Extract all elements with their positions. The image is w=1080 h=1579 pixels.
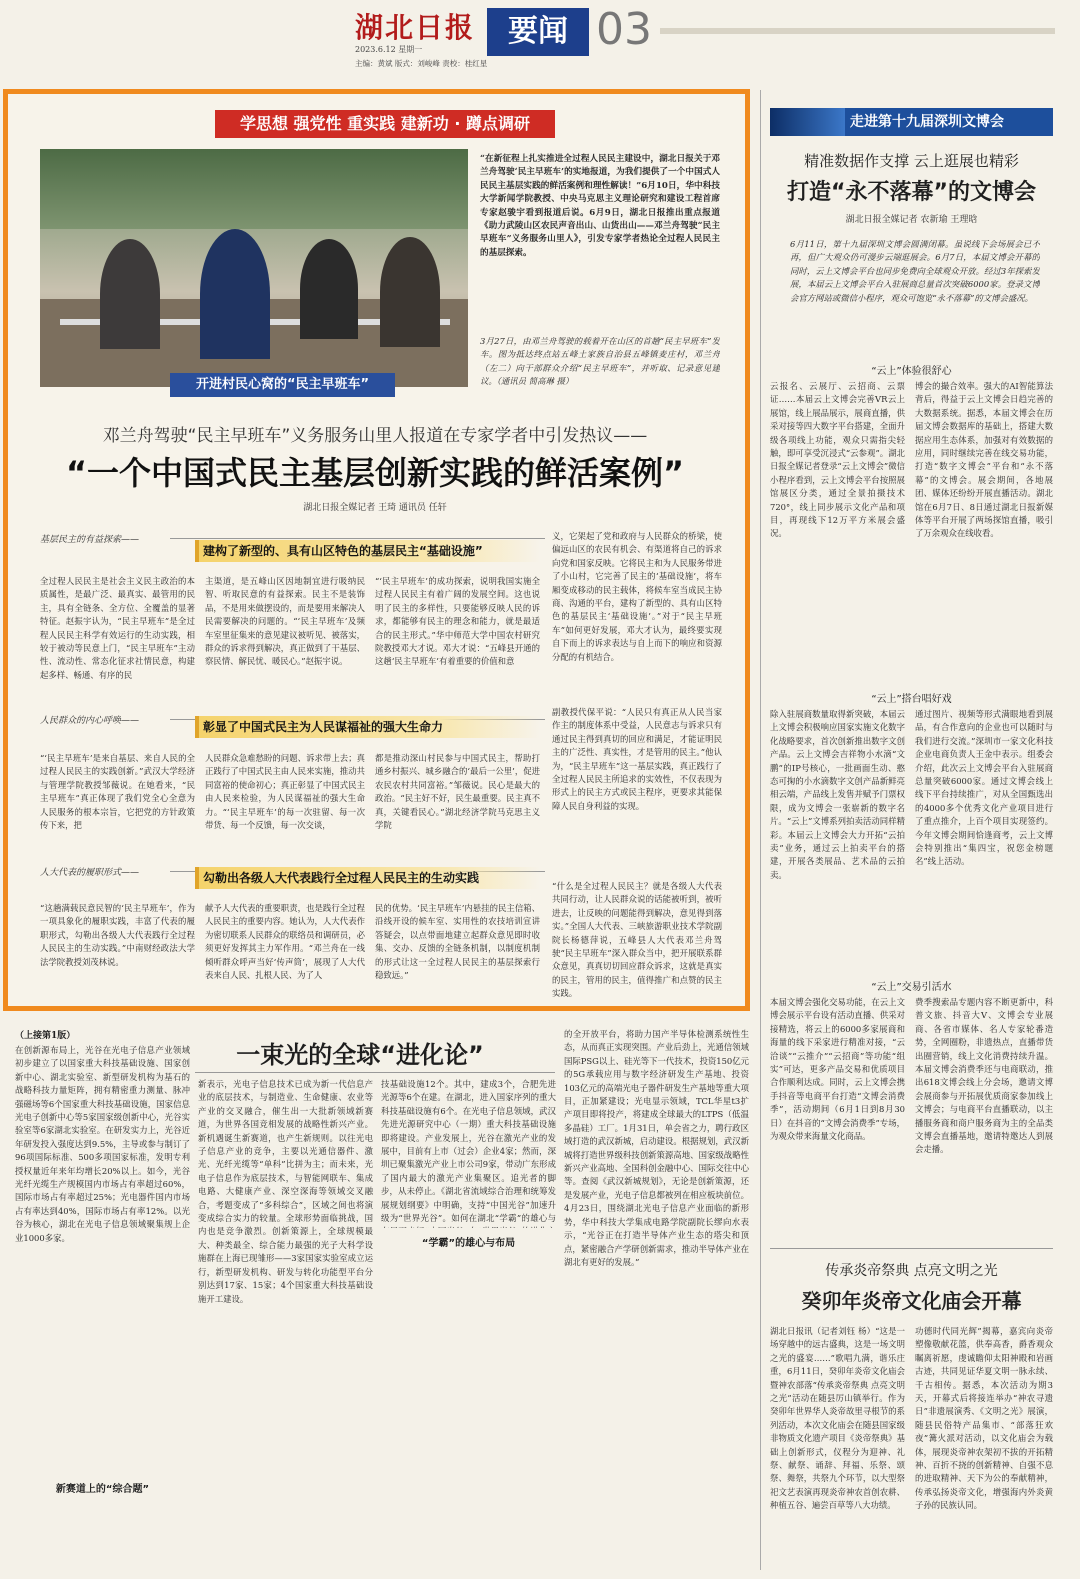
editor-credits: 主编：黄斌 版式：刘峻峰 责校：桂红星 bbox=[355, 59, 488, 68]
temple-subtitle: 传承炎帝祭典 点亮文明之光 bbox=[825, 1263, 998, 1279]
feature-title: “一个中国式民主基层创新实践的鲜活案例” bbox=[65, 454, 685, 492]
page-number: 03 bbox=[596, 4, 652, 55]
feature-text: 献予人大代表的重要职责，也是践行全过程人民民主的重要内容。她认为，人大代表作为密切联系人民群众的联络员和调研员，必须更好发挥其主力军作用。“邓兰舟在一线倾听群众呼声当好‘传声筒’，展现了人大代表来自人民、扎根人民、为了人 bbox=[205, 903, 365, 981]
intro-text: “在新征程上扎实推进全过程人民民主建设中，湖北日报关于邓兰舟驾驶‘民主早班车’的实地报道，为我们提供了一个中国式人民民主基层实践的鲜活案例和理性解读！”6月10日，华中科技大学新闻学院教授、中央马克思主义理论研究和建设工程首席专家赵骏宇看到报道后说。6月9日，湖北日报推出重点报道《助力武陵山区农民声音出山、山货出山——邓兰舟驾驶“民主早班车”义务服务山里人》，引发专家学者热论全过程人民民主的基层探索。 bbox=[480, 154, 720, 258]
feature-text: “‘民主早班车’是来自基层、来自人民的全过程人民民主的实践创新。”武汉大学经济与管理学院教授邹薇说。在她看来，“民主早班车”真正体现了我们党全心全意为人民服务的根本宗旨，它把党的方针政策传下来，把 bbox=[40, 753, 195, 831]
expo-text: 费季搜索品专题内容不断更新中，科普文旅、抖音大V、文博会专业展商、各省市媒体、名人专家轮番造势，全网圈粉，非遗热点，直播带货出圈营销，线上文化消费持续升温。本届文博会消费季还与电商联动，推出618文博会线上分会场，邀请文博会展商参与开拓展优质商家参加线上文博会；与电商平台直播联动，以主播服务商和商户服务商为主的全品类文博会直播基地，邀请特邀达人到展会走播。 bbox=[915, 997, 1053, 1155]
issue-date: 2023.6.12 星期一 bbox=[355, 45, 423, 54]
expo-banner bbox=[770, 108, 1053, 136]
feature-text: 民的优势。‘民主早班车’内悬挂的民主信箱、沿线开设的候车室、实用性的农技培训宣讲答疑会，以点带面地建立起群众意见即时收集、交办、反馈的全链条机制，以制度机制的形式让这一全过程人民民主的基层探索行稳致远。” bbox=[375, 903, 540, 981]
column-divider bbox=[760, 90, 761, 1570]
photo-note: 3月27日，由邓兰舟驾驶的载着开在山区的首趟“民主早班车”发车。图为抵达终点站五峰土家族自治县五峰镇麦庄村，邓兰舟（左二）向干部群众介绍“民主早班车”，并听取、记录意见建议。（通讯员 简高琳 摄） bbox=[480, 336, 720, 387]
feature-subtitle: 邓兰舟驾驶“民主早班车”义务服务山里人报道在专家学者中引发热议—— bbox=[102, 426, 648, 446]
feature-text: 义，它架起了党和政府与人民群众的桥梁，使偏远山区的农民有机会、有渠道将自己的诉求向党和国家反映。它将民主和为人民服务带进了小山村，它完善了民主的‘基础设施’，将车厢变成移动的民主载体，将候车室当成民主协商、沟通的平台，建构了新型的、具有山区特色的基层民主‘基础设施’。”对于“民主早班车”如何更好发展，邓大才认为，最终要实现自下而上的诉求表达与自上而下的响应和资源分配的有机结合。 bbox=[552, 531, 722, 662]
temple-text: 湖北日报讯（记者刘钰 杨）“这是一场穿越中的远古盛典，这是一场文明之光的盛宴……”歌唱九满，谐乐庄重，6月11日，癸卯年炎帝文化庙会暨神农部落“传承炎帝祭典 点亮文明之光”活动在随县厉山镇举行。作为癸卯年世界华人炎帝故里寻根节的系列活动，本次文化庙会在随县国家级非物质文化遗产项目《炎帝祭典》基础上创新形式，仪程分为迎神、礼祭、献祭、诵辞、拜福、乐祭、颂祭、舞祭，共祭九个环节，以大型祭祀文艺表演再现炎帝神农首创农耕、种植五谷、遍尝百草等八大功绩。 bbox=[770, 1326, 905, 1511]
section-head-3: 勾勒出各级人大代表践行全过程人民民主的生动实践 bbox=[195, 867, 540, 889]
bottom-title: 一束光的全球“进化论” bbox=[236, 1041, 484, 1069]
expo-section-2: “云上”搭台唱好戏 bbox=[871, 694, 952, 705]
expo-subtitle: 精准数据作支撑 云上逛展也精彩 bbox=[804, 152, 1019, 170]
section-rule bbox=[770, 1248, 1053, 1249]
section-label-2: 人民群众的内心呼唤—— bbox=[40, 716, 140, 726]
bottom-text: 在创新源布局上，光谷在光电子信息产业领域初步建立了以国家重大科技基础设施、国家创新中心、湖北实验室、新型研发机构为基石的战略科技力量矩阵，拥有精密重力测量、脉冲强磁场等6个国家重大科技基础设施，国家信息光电子创新中心等5家国家级创新中心，光谷实验室等6家湖北实验室。在研发实力上，光谷近年研发投入强度达到9.5%，主导或参与制订了96项国际标准、500多项国家标准，发明专利授权量近年来年均增长20%以上。如今，光谷光纤光缆生产规模国内市场占有率超过60%，国际市场占有率超过25%；光电器件国内市场占有率达到40%，国际市场占有率12%。以光谷为核心，湖北在光电子信息领域聚集规上企业1000多家。 bbox=[15, 1045, 190, 1243]
feature-text: 人民群众急难愁盼的问题、诉求带上去；真正践行了中国式民主由人民来实施，推动共同富裕的使命初心；真正彰显了中国式民主由人民来检验，为人民谋福祉的强大生命力。“‘民主早班车’的每一次驻留、每一次带货、每一个反馈，每一次交谈， bbox=[205, 753, 365, 831]
bottom-section-1: 新赛道上的“综合题” bbox=[55, 1484, 150, 1495]
feature-text: 副教授代保平说：“人民只有真正从人民当家作主的制度体系中受益，人民意志与诉求只有通过民主得到真切的回应和满足，才能证明民主的广泛性、真实性，才是管用的民主。”他认为，“民主早班车”这一基层实践，真正践行了全过程人民民主所追求的实效性，不仅表现为形式上的民主方式或民主程序，更要求其能保障人民自身利益的实现。 bbox=[552, 707, 722, 811]
photo-caption: 开进村民心窝的“民主早班车” bbox=[170, 373, 395, 397]
feature-text: 都是推动深山村民参与中国式民主，帮助打通乡村振兴、城乡融合的‘最后一公里’，促进农民农村共同富裕。”邹薇说。民心是最大的政治。“民主好不好，民生最重要。民主真不真，关键看民心。”湖北经济学院马克思主义学院 bbox=[375, 753, 540, 831]
feature-photo bbox=[40, 149, 468, 387]
section-label: 要闻 bbox=[487, 8, 589, 56]
bottom-text: 新表示，光电子信息技术已成为新一代信息产业的底层技术，与制造业、生命健康、农业等产业的交叉融合，催生出一大批新领域新赛道，为世界各国竞相发展的战略性新兴产业。新机遇诞生新赛道，也产生新规则。以往光电子信息产业的竞争，主要以光通信器件、激光、光纤光缆等“单科”比拼为主；而未来，光电子信息作为底层技术，与智能网联车、集成电路、大健康产业、深空深海等领域交叉融合，考题变成了“多科综合”，区域之间也将演变成综合实力的较量。全球形势面临挑战，国内也是竞争激烈。创新策源上，全球规模最大、种类最全、综合能力最强的光子大科学设施群在上海已现雏形——3家国家实验室成立运行，新型研发机构、研发与转化功能型平台分别达到17家、15家；4个国家重大科技基础设施开工建设。 bbox=[198, 1079, 373, 1304]
feature-byline: 湖北日报全媒记者 王琦 通讯员 任轩 bbox=[303, 503, 447, 513]
title-rule bbox=[195, 1072, 555, 1073]
continued-label: （上接第1版） bbox=[15, 1031, 76, 1041]
feature-text: “‘民主早班车’的成功探索，说明我国实施全过程人民民主有着广阔的发展空间。这也说明了民主的多样性，只要能够反映人民的诉求，都能够有民主的理念和能力，就是最适合的民主形式。”华中师范大学中国农村研究院教授邓大才说。邓大才说：“五峰县开通的这趟‘民主早班车’有着重要的价值和意 bbox=[375, 576, 540, 667]
temple-text: 功德时代同光辉”揭幕，嘉宾向炎帝塑像敬献花篮，供奉高香，爵香观众瞩离祈愿，虔诚瞻仰太阳神殿和岩画古迹，共同见证华夏文明一脉永续、千古相传。据悉，本次活动为期3天，开幕式后将接连举办“神农寻遗日”非遗展演秀、《文明之光》展演，随县民俗特产品集市、“部落狂欢夜”篝火派对活动，以文化庙会为载体，展现炎帝神农架初不拔的开拓精神、百折不挠的创新精神、自强不息的进取精神、天下为公的奉献精神，传承弘扬炎帝文化，增强海内外炎黄子孙的民族认同。 bbox=[915, 1326, 1053, 1511]
temple-title: 癸卯年炎帝文化庙会开幕 bbox=[801, 1289, 1022, 1313]
expo-text: 博会的撮合效率。强大的AI智能算法背后，得益于云上文博会日趋完善的大数据系统。据悉，本届文博会在历届文博会数据库的基础上，搭建大数据应用生态体系，加强对有效数据的应用，同时继续完善在线交易功能，打造“数字文博会”平台和“永不落幕”的文博会。展会期间，各地展团、媒体还纷纷开展直播活动。湖北馆在6月7日、8日通过湖北日报新媒体等平台开展了两场探馆直播，吸引了万余观众在线收看。 bbox=[915, 381, 1053, 539]
expo-byline: 湖北日报全媒记者 农新瑜 王理晗 bbox=[845, 215, 978, 225]
newspaper-logo: 湖北日报 bbox=[355, 11, 476, 44]
expo-text: 通过图片、视频等形式满眼地看到展品，有合作意向的企业也可以随时与我们进行交流。”深圳市一家文化科技企业电商负责人王金中表示。组委会介绍，此次云上文博会平台入驻展商总量突破6000家。通过文博会线上线下平台持续推广，对从全国甄选出的4000多个优秀文化产业项目进行了重点推介，上百个项目实现签约。今年文博会期间恰逢商考，云上文博会特别推出“集四宝，祝您金榜题名”线上活动。 bbox=[915, 709, 1053, 867]
feature-text: 主渠道，是五峰山区因地制宜进行吸纳民智、听取民意的有益探索。民主不是装饰品，不是用来做摆设的，而是要用来解决人民需要解决的问题的。“‘民主早班车’及频车室里征集来的意见建议被听见、被落实，群众的诉求得到解决，真正做到了干基层、察民情、解民忧、暖民心。”赵振宇说。 bbox=[205, 576, 365, 667]
section-head-2: 彰显了中国式民主为人民谋福祉的强大生命力 bbox=[195, 716, 540, 738]
section-head-1: 建构了新型的、具有山区特色的基层民主“基础设施” bbox=[195, 540, 540, 562]
section-label-3: 人大代表的履职形式—— bbox=[40, 868, 140, 878]
expo-section-3: “云上”交易引活水 bbox=[871, 982, 952, 993]
section-rule-1 bbox=[170, 538, 545, 539]
expo-text: 云报名、云展厅、云招商、云票证……本届云上文博会完善VR云上展馆，线上展品展示，展商直播，供采对接等四大数字平台搭建，全面升级各项线上功能，观众只需指尖轻触，即可享受沉浸式“云参观”。湖北日报全媒记者登录“云上文博会”微信小程序看到，云上文博会平台按照展馆展区分类，通过全景拍摄技术720°，线上同步展示文化产品和项目，再现线下12万平方米展会盛况。 bbox=[770, 381, 905, 539]
expo-banner-art bbox=[770, 108, 845, 136]
feature-text: “这趟满载民意民智的‘民主早班车’，作为一项具象化的履职实践，丰富了代表的履职形式，勾勒出各级人大代表践行全过程人民民主的生动实践。”中南财经政法大学法学院教授刘茂林说。 bbox=[40, 903, 195, 967]
bottom-text: 的全开放平台，将助力国产半导体检测系统性生态，从而真正实现突围。产业后劲上，光通信领域国际PSG以上、硅光等下一代技术，投资150亿元的5G承载应用与数字经济研发生产基地、投资103亿元的高端光电子器件研发生产基地等重大项目，正加紧建设；光电显示领域，TCL华星t3扩产项目即将投产，将建成全球最大的LTPS（低温多晶硅）工厂。1月31日，单会省之力，聘行政区域打造的武汉新城，启动建设。根据规划，武汉新城将打造世界级科技创新策源高地、国家级战略性新兴产业高地、全国科创金融中心、国际交往中心等。查阅《武汉新城规划》，无论是创新策源，还是发展产业，光电子信息都被列在相应板块前位。4月23日，围绕湖北光电子信息产业面临的新形势，华中科技大学集成电路学院副院长缪向水表示，“光谷正在打造半导体产业生态的塔尖和顶点，紧密融合产学研创新需求，推动半导体产业在湖北有更好的发展。” bbox=[564, 1029, 749, 1267]
expo-text: 除入驻展商数量取得新突破，本届云上文博会积极响应国家实施文化数字化战略要求，首次创新推出数字文创产品。云上文博会吉祥物小水滴“文鹏”的IP号核心，一批画面生动、憨态可掬的小水滴数字文创产品新鲜亮相云端，产品线上发售并赋予门票权限，成为文博会一张崭新的数字名片。“云上”文博系列拍卖活动同样精彩。本届云上文博会大力开拓“云拍卖”业务，通过云上拍卖平台的搭建，开展各类展品、艺术品的云拍卖。 bbox=[770, 709, 905, 880]
feature-text: 全过程人民民主是社会主义民主政治的本质属性，是最广泛、最真实、最管用的民主，具有全链条、全方位、全覆盖的显著特征。赵振宇认为，“民主早班车”是全过程人民民主科学有效运行的生动实践，相较于被动等民意上门，“民主早班车”主动性、流动性、常态化征求社情民意，构建起多样、畅通、有序的民 bbox=[40, 576, 195, 680]
section-label-1: 基层民主的有益探索—— bbox=[40, 535, 140, 545]
expo-text: 本届文博会强化交易功能，在云上文博会展示平台设有活动直播、供采对接精选，将云上的6000多家展商和海量的线下采家进行精准对接，“云洽谈”“云推介”“云招商”等功能“组实”可达，更多产品交易和优质项目合作顺利达成。同时，云上文博会携手抖音等电商平台打造“文博会消费季”，活动期间（6月1日到8月30日）在抖音的“文博会消费季”专场，为观众带来海量文化商品。 bbox=[770, 997, 905, 1142]
expo-lead: 6月11日，第十九届深圳文博会圆满闭幕。虽说线下会场展会已不再，但广大观众仍可漫步云端逛展会。6月7日，本届文博会开幕的同时，云上文博会平台也同步免费向全球观众开放。经过3年探索发展，本届云上文博会平台入驻展商总量首次突破6000家。登录文博会官方网站或微信小程序，观众可饱览“永不落幕”的文博会盛况。 bbox=[790, 239, 1040, 303]
campaign-banner: 学思想 强党性 重实践 建新功 · 蹲点调研 bbox=[215, 110, 555, 138]
header-divider bbox=[660, 28, 1055, 34]
expo-section-1: “云上”体验很舒心 bbox=[871, 366, 952, 377]
bottom-text: 技基础设施12个。其中，建成3个，合肥先进光源等6个在建。在湖北，进入国家序列的重大科技基础设施有6个。在光电子信息领域，武汉先进光源研究中心（一期）重大科技基础设施即将建设。产业发展上，光谷在激光产业的发展中，目前有上市（过会）企业4家；然而，深圳已聚集激光产业上市公司9家，带动广东形成了国内最大的激光产业集聚区。追光者的脚步，从未停止。《湖北省流域综合治理和统筹发展规划纲要》中明确，支持“中国光谷”加速升级为“世界光谷”。如何在湖北“学霸”的雄心与 bbox=[381, 1079, 556, 1224]
expo-banner-text: 走进第十九届深圳文博会 bbox=[850, 114, 1004, 130]
feature-text: “什么是全过程人民民主？就是各级人大代表共同行动，让人民群众说的话能被听到，被听进去，让反映的问题能得到解决，意见得到落实。”全国人大代表、三峡旅游职业技术学院副院长杨德萍说，五峰县人大代表邓兰舟驾驶“民主早班车”深入群众当中，把开展联系群众意见，真真切切回应群众诉求，这就是真实的民主，管用的民主，值得推广和点赞的民主实践。 bbox=[552, 881, 722, 998]
expo-title: 打造“永不落幕”的文博会 bbox=[787, 180, 1036, 205]
bottom-section-2: “学霸”的雄心与布局 bbox=[421, 1238, 516, 1249]
